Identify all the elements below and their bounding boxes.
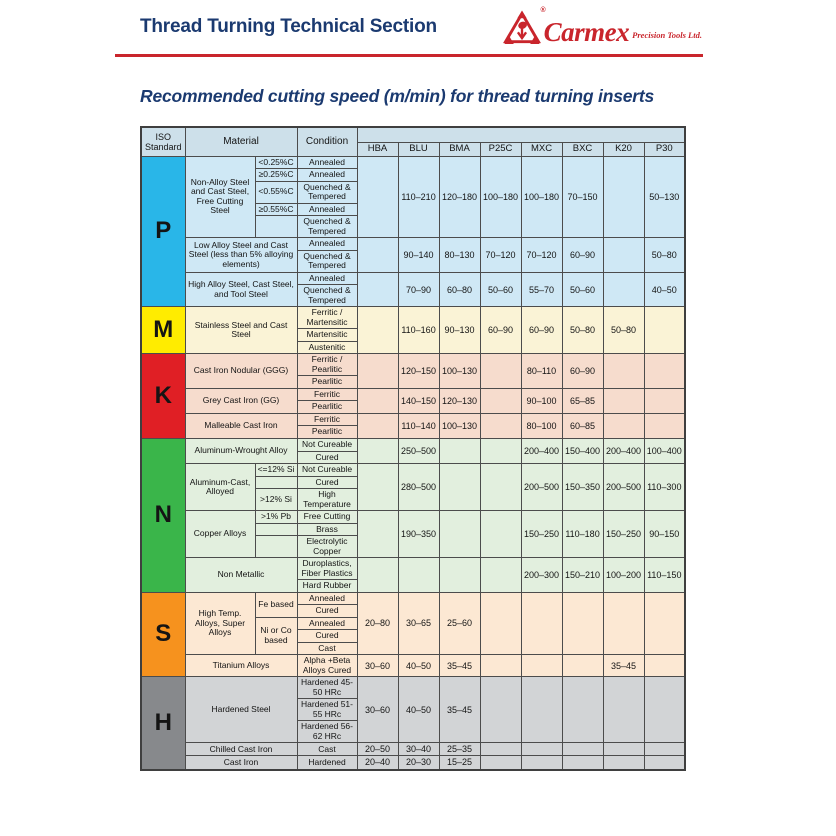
value-cell-HBA: [357, 354, 398, 389]
value-cell-HBA: [357, 439, 398, 464]
value-cell-BLU: 30–65: [398, 592, 439, 655]
brand-tagline: Precision Tools Ltd.: [632, 30, 702, 40]
value-cell-P25C: 100–180: [480, 156, 521, 238]
value-cell-HBA: [357, 558, 398, 593]
value-cell-BXC: 150–350: [562, 464, 603, 511]
material-sub-cell: <0.55%C: [255, 181, 297, 203]
condition-cell: Duroplastics, Fiber Plastics: [297, 558, 357, 580]
value-cell-P30: [644, 388, 685, 413]
value-cell-BXC: 150–400: [562, 439, 603, 464]
material-cell: High Alloy Steel, Cast Steel, and Tool Steel: [185, 272, 297, 307]
value-cell-P25C: [480, 756, 521, 770]
iso-header-line2: Standard: [144, 141, 182, 152]
brand-logo: [503, 7, 702, 47]
value-cell-BXC: 50–80: [562, 307, 603, 354]
value-cell-BMA: 100–130: [439, 354, 480, 389]
value-cell-P25C: 60–90: [480, 307, 521, 354]
material-sub-cell: Ni or Co based: [255, 617, 297, 655]
value-cell-MXC: 150–250: [521, 511, 562, 558]
material-cell: Titanium Alloys: [185, 655, 297, 677]
value-cell-P25C: [480, 439, 521, 464]
material-sub-cell: <=12% Si: [255, 464, 297, 477]
material-cell: Aluminum-Wrought Alloy: [185, 439, 297, 464]
value-cell-P25C: [480, 388, 521, 413]
grade-col-BLU: BLU: [398, 143, 439, 157]
material-cell: Stainless Steel and Cast Steel: [185, 307, 297, 354]
value-cell-K20: 150–250: [603, 511, 644, 558]
condition-cell: Electrolytic Copper: [297, 536, 357, 558]
value-cell-HBA: [357, 156, 398, 238]
condition-cell: Annealed: [297, 592, 357, 605]
material-sub-cell: <0.25%C: [255, 156, 297, 169]
value-cell-P30: [644, 756, 685, 770]
value-cell-BMA: 35–45: [439, 655, 480, 677]
material-sub-cell: [255, 523, 297, 536]
material-cell: Hardened Steel: [185, 677, 297, 743]
value-cell-MXC: 200–300: [521, 558, 562, 593]
condition-cell: Annealed: [297, 203, 357, 216]
condition-cell: Hardened 45-50 HRc: [297, 677, 357, 699]
table-row: [141, 743, 685, 756]
iso-letter-N: N: [141, 439, 185, 593]
doc-header: [140, 7, 702, 47]
value-cell-BXC: [562, 592, 603, 655]
value-cell-BMA: 35–45: [439, 677, 480, 743]
value-cell-BMA: 80–130: [439, 238, 480, 273]
value-cell-HBA: [357, 238, 398, 273]
value-cell-HBA: [357, 413, 398, 438]
value-cell-BXC: [562, 756, 603, 770]
condition-header: Condition: [297, 127, 357, 156]
table-row: [141, 677, 685, 699]
value-cell-BMA: 15–25: [439, 756, 480, 770]
table-row: [141, 655, 685, 677]
brand-name: Carmex: [543, 16, 630, 47]
table-row: [141, 307, 685, 329]
iso-header-line1: ISO: [155, 131, 171, 142]
condition-cell: Not Cureable: [297, 439, 357, 452]
value-cell-K20: 200–400: [603, 439, 644, 464]
value-cell-K20: [603, 592, 644, 655]
value-cell-BXC: 60–90: [562, 354, 603, 389]
value-cell-P30: 40–50: [644, 272, 685, 307]
value-cell-BMA: [439, 464, 480, 511]
value-cell-P25C: [480, 677, 521, 743]
condition-cell: Hardened 51-55 HRc: [297, 699, 357, 721]
condition-cell: Cured: [297, 451, 357, 464]
value-cell-P30: [644, 677, 685, 743]
grades-band: [357, 127, 685, 143]
condition-cell: Austenitic: [297, 341, 357, 354]
value-cell-MXC: 55–70: [521, 272, 562, 307]
condition-cell: Not Cureable: [297, 464, 357, 477]
material-sub-cell: >1% Pb: [255, 511, 297, 524]
iso-letter-K: K: [141, 354, 185, 439]
value-cell-HBA: [357, 307, 398, 354]
condition-cell: Annealed: [297, 238, 357, 251]
value-cell-BXC: 110–180: [562, 511, 603, 558]
table-row: [141, 464, 685, 477]
condition-cell: Quenched & Tempered: [297, 216, 357, 238]
value-cell-BXC: [562, 743, 603, 756]
condition-cell: Brass: [297, 523, 357, 536]
value-cell-BLU: 110–210: [398, 156, 439, 238]
table-row: [141, 439, 685, 452]
value-cell-BLU: 20–30: [398, 756, 439, 770]
table-row: [141, 156, 685, 169]
value-cell-P25C: 50–60: [480, 272, 521, 307]
value-cell-BMA: [439, 511, 480, 558]
material-cell: Cast Iron Nodular (GGG): [185, 354, 297, 389]
value-cell-P25C: [480, 655, 521, 677]
material-sub-cell: [255, 216, 297, 238]
value-cell-BLU: 70–90: [398, 272, 439, 307]
value-cell-BXC: 60–90: [562, 238, 603, 273]
grade-col-MXC: MXC: [521, 143, 562, 157]
value-cell-P30: [644, 354, 685, 389]
value-cell-MXC: [521, 592, 562, 655]
table-row: [141, 388, 685, 401]
value-cell-HBA: 30–60: [357, 677, 398, 743]
material-cell: High Temp. Alloys, Super Alloys: [185, 592, 255, 655]
material-sub-cell: ≥0.25%C: [255, 169, 297, 182]
value-cell-BLU: 90–140: [398, 238, 439, 273]
value-cell-K20: [603, 388, 644, 413]
value-cell-BLU: 120–150: [398, 354, 439, 389]
value-cell-BMA: 90–130: [439, 307, 480, 354]
table-row: [141, 238, 685, 251]
value-cell-K20: [603, 354, 644, 389]
value-cell-BLU: 30–40: [398, 743, 439, 756]
value-cell-MXC: [521, 677, 562, 743]
value-cell-BXC: 70–150: [562, 156, 603, 238]
value-cell-K20: [603, 413, 644, 438]
value-cell-MXC: 80–100: [521, 413, 562, 438]
material-cell: Copper Alloys: [185, 511, 255, 558]
condition-cell: Cured: [297, 476, 357, 489]
value-cell-BXC: 50–60: [562, 272, 603, 307]
condition-cell: High Temperature: [297, 489, 357, 511]
table-row: [141, 592, 685, 605]
value-cell-P30: 90–150: [644, 511, 685, 558]
grade-col-BMA: BMA: [439, 143, 480, 157]
material-cell: Malleable Cast Iron: [185, 413, 297, 438]
material-header: Material: [185, 127, 297, 156]
condition-cell: Hardened: [297, 756, 357, 770]
value-cell-P25C: [480, 511, 521, 558]
value-cell-P30: 110–150: [644, 558, 685, 593]
value-cell-P30: [644, 592, 685, 655]
material-sub-cell: [255, 536, 297, 558]
condition-cell: Quenched & Tempered: [297, 250, 357, 272]
table-row: [141, 511, 685, 524]
value-cell-MXC: [521, 655, 562, 677]
material-sub-cell: ≥0.55%C: [255, 203, 297, 216]
material-sub-cell: [255, 476, 297, 489]
value-cell-BLU: 190–350: [398, 511, 439, 558]
value-cell-BXC: 150–210: [562, 558, 603, 593]
table-row: [141, 272, 685, 285]
grade-col-P30: P30: [644, 143, 685, 157]
value-cell-P30: [644, 655, 685, 677]
condition-cell: Ferritic / Martensitic: [297, 307, 357, 329]
condition-cell: Annealed: [297, 272, 357, 285]
value-cell-BLU: 250–500: [398, 439, 439, 464]
table-row: [141, 413, 685, 426]
condition-cell: Alpha +Beta Alloys Cured: [297, 655, 357, 677]
iso-letter-S: S: [141, 592, 185, 677]
grade-col-HBA: HBA: [357, 143, 398, 157]
grade-col-K20: K20: [603, 143, 644, 157]
grade-col-P25C: P25C: [480, 143, 521, 157]
condition-cell: Pearlitic: [297, 401, 357, 414]
value-cell-P30: 50–80: [644, 238, 685, 273]
value-cell-K20: 100–200: [603, 558, 644, 593]
condition-cell: Annealed: [297, 617, 357, 630]
iso-standard-header: [141, 127, 185, 156]
value-cell-BLU: 110–160: [398, 307, 439, 354]
value-cell-P25C: 70–120: [480, 238, 521, 273]
speed-table-body: [141, 156, 685, 769]
condition-cell: Cured: [297, 630, 357, 643]
value-cell-MXC: [521, 743, 562, 756]
value-cell-K20: 200–500: [603, 464, 644, 511]
value-cell-K20: [603, 756, 644, 770]
condition-cell: Free Cutting: [297, 511, 357, 524]
value-cell-BMA: 25–60: [439, 592, 480, 655]
value-cell-K20: [603, 238, 644, 273]
value-cell-K20: 50–80: [603, 307, 644, 354]
material-sub-cell: >12% Si: [255, 489, 297, 511]
value-cell-P30: 50–130: [644, 156, 685, 238]
condition-cell: Martensitic: [297, 329, 357, 342]
value-cell-MXC: 60–90: [521, 307, 562, 354]
value-cell-MXC: [521, 756, 562, 770]
value-cell-BLU: [398, 558, 439, 593]
material-cell: Low Alloy Steel and Cast Steel (less than 5% alloying elements): [185, 238, 297, 273]
value-cell-P25C: [480, 592, 521, 655]
value-cell-HBA: 20–50: [357, 743, 398, 756]
table-title: Recommended cutting speed (m/min) for thread turning inserts: [140, 86, 655, 106]
value-cell-K20: [603, 677, 644, 743]
value-cell-BMA: 60–80: [439, 272, 480, 307]
value-cell-P25C: [480, 354, 521, 389]
condition-cell: Cured: [297, 605, 357, 618]
value-cell-BMA: [439, 558, 480, 593]
material-cell: Non-Alloy Steel and Cast Steel, Free Cutting Steel: [185, 156, 255, 238]
value-cell-P30: 110–300: [644, 464, 685, 511]
material-cell: Aluminum-Cast, Alloyed: [185, 464, 255, 511]
value-cell-BXC: [562, 677, 603, 743]
table-row: [141, 558, 685, 580]
table-row: [141, 354, 685, 376]
material-cell: Chilled Cast Iron: [185, 743, 297, 756]
value-cell-P25C: [480, 413, 521, 438]
condition-cell: Quenched & Tempered: [297, 285, 357, 307]
value-cell-BLU: 140–150: [398, 388, 439, 413]
page-title: Thread Turning Technical Section: [140, 16, 437, 37]
cutting-speed-table: [140, 126, 686, 771]
registered-mark: ®: [540, 7, 546, 14]
condition-cell: Ferritic / Pearlitic: [297, 354, 357, 376]
value-cell-BLU: 40–50: [398, 655, 439, 677]
value-cell-P25C: [480, 464, 521, 511]
material-cell: Grey Cast Iron (GG): [185, 388, 297, 413]
value-cell-HBA: 20–40: [357, 756, 398, 770]
value-cell-MXC: 80–110: [521, 354, 562, 389]
value-cell-P30: [644, 743, 685, 756]
condition-cell: Pearlitic: [297, 376, 357, 389]
value-cell-MXC: 90–100: [521, 388, 562, 413]
iso-letter-H: H: [141, 677, 185, 770]
value-cell-K20: [603, 156, 644, 238]
condition-cell: Annealed: [297, 156, 357, 169]
value-cell-BMA: 120–130: [439, 388, 480, 413]
value-cell-HBA: [357, 511, 398, 558]
material-cell: Cast Iron: [185, 756, 297, 770]
value-cell-K20: [603, 743, 644, 756]
material-sub-cell: Fe based: [255, 592, 297, 617]
value-cell-P30: 100–400: [644, 439, 685, 464]
value-cell-HBA: [357, 272, 398, 307]
material-cell: Non Metallic: [185, 558, 297, 593]
table-row: [141, 756, 685, 770]
condition-cell: Pearlitic: [297, 426, 357, 439]
value-cell-HBA: 30–60: [357, 655, 398, 677]
value-cell-P25C: [480, 558, 521, 593]
value-cell-BMA: 120–180: [439, 156, 480, 238]
value-cell-K20: 35–45: [603, 655, 644, 677]
condition-cell: Hardened 56-62 HRc: [297, 721, 357, 743]
condition-cell: Ferritic: [297, 388, 357, 401]
iso-letter-P: P: [141, 156, 185, 307]
value-cell-MXC: 100–180: [521, 156, 562, 238]
value-cell-HBA: [357, 464, 398, 511]
value-cell-BLU: 110–140: [398, 413, 439, 438]
condition-cell: Quenched & Tempered: [297, 181, 357, 203]
condition-cell: Ferritic: [297, 413, 357, 426]
value-cell-HBA: 20–80: [357, 592, 398, 655]
red-divider: [115, 54, 703, 57]
value-cell-K20: [603, 272, 644, 307]
value-cell-P30: [644, 307, 685, 354]
condition-cell: Cast: [297, 743, 357, 756]
condition-cell: Hard Rubber: [297, 580, 357, 593]
value-cell-BXC: 60–85: [562, 413, 603, 438]
value-cell-MXC: 200–400: [521, 439, 562, 464]
carmex-emblem-icon: [503, 7, 546, 44]
value-cell-HBA: [357, 388, 398, 413]
value-cell-BMA: 25–35: [439, 743, 480, 756]
value-cell-BMA: 100–130: [439, 413, 480, 438]
value-cell-BLU: 40–50: [398, 677, 439, 743]
value-cell-BXC: [562, 655, 603, 677]
value-cell-P25C: [480, 743, 521, 756]
table-head-row-1: [141, 127, 685, 143]
condition-cell: Annealed: [297, 169, 357, 182]
condition-cell: Cast: [297, 642, 357, 655]
value-cell-MXC: 200–500: [521, 464, 562, 511]
value-cell-BLU: 280–500: [398, 464, 439, 511]
value-cell-MXC: 70–120: [521, 238, 562, 273]
value-cell-BXC: 65–85: [562, 388, 603, 413]
value-cell-BMA: [439, 439, 480, 464]
iso-letter-M: M: [141, 307, 185, 354]
value-cell-P30: [644, 413, 685, 438]
grade-col-BXC: BXC: [562, 143, 603, 157]
